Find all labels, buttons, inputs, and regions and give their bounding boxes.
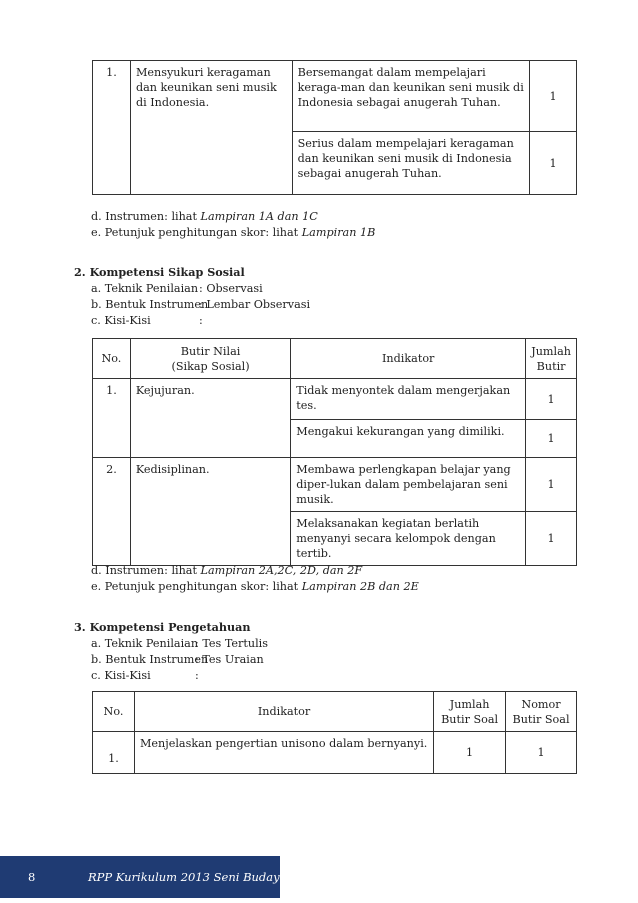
table-cell-jumlah: 1 xyxy=(526,420,577,458)
note-text: d. Instrumen: lihat xyxy=(91,210,201,223)
teknik-penilaian xyxy=(91,636,268,651)
field-label: b. Bentuk Instrumen xyxy=(91,298,209,311)
teknik-penilaian xyxy=(91,281,263,296)
table-cell-no: 1. xyxy=(93,732,135,774)
header-jumlah xyxy=(434,692,506,732)
field-label: a. Teknik Penilaian xyxy=(91,637,199,650)
field-value: : Lembar Observasi xyxy=(199,298,311,311)
field-label: a. Teknik Penilaian xyxy=(91,282,199,295)
field-label: c. Kisi-Kisi xyxy=(91,314,151,327)
header-line: Butir Nilai xyxy=(180,344,241,358)
section-title: 3. Kompetensi Pengetahuan xyxy=(74,620,251,634)
note-ref: Lampiran 1B xyxy=(301,226,376,239)
table-cell-indikator: Membawa perlengkapan belajar yang diper-lukan dalam pembelajaran seni musik. xyxy=(291,458,526,512)
header-line: (Sikap Sosial) xyxy=(171,359,250,373)
note-instrumen xyxy=(91,563,362,578)
header-line: Nomor xyxy=(521,697,561,711)
note-ref: Lampiran 1A dan 1C xyxy=(200,210,318,223)
table-cell-indikator: Menjelaskan pengertian unisono dalam bernyanyi. xyxy=(134,732,433,774)
kisi-kisi xyxy=(91,668,199,683)
sikap-spiritual-table xyxy=(92,60,577,195)
pengetahuan-table xyxy=(92,691,577,774)
table-cell-nomor: 1 xyxy=(506,732,577,774)
page-number: 8 xyxy=(28,870,36,884)
table-cell-jumlah: 1 xyxy=(530,132,577,195)
table-cell-jumlah: 1 xyxy=(526,379,577,420)
table-cell-jumlah: 1 xyxy=(434,732,506,774)
note-text: d. Instrumen: lihat xyxy=(91,564,201,577)
note-skor xyxy=(91,225,375,240)
header-indikator: Indikator xyxy=(134,692,433,732)
field-label: c. Kisi-Kisi xyxy=(91,669,151,682)
table-cell-indikator: Bersemangat dalam mempelajari keraga-man dan keunikan seni musik di Indonesia sebagai anugerah Tuhan. xyxy=(292,61,529,132)
bentuk-instrumen xyxy=(91,297,310,312)
header-butir xyxy=(130,339,290,379)
table-cell-butir: Kejujuran. xyxy=(130,379,290,458)
footer-title: RPP Kurikulum 2013 Seni Budaya xyxy=(88,870,287,884)
table-cell-indikator: Mengakui kekurangan yang dimiliki. xyxy=(291,420,526,458)
header-nomor xyxy=(506,692,577,732)
table-cell-jumlah: 1 xyxy=(526,458,577,512)
table-cell-jumlah: 1 xyxy=(526,512,577,566)
section-title: 2. Kompetensi Sikap Sosial xyxy=(74,265,245,279)
table-cell-indikator: Serius dalam mempelajari keragaman dan keunikan seni musik di Indonesia sebagai anugerah Tuhan. xyxy=(292,132,529,195)
table-cell-butir: Kedisiplinan. xyxy=(130,458,290,566)
field-value: : Tes Tertulis xyxy=(195,637,268,650)
field-label: b. Bentuk Instrumen xyxy=(91,653,209,666)
header-jumlah xyxy=(526,339,577,379)
field-value: : xyxy=(199,314,203,327)
table-cell-no: 1. xyxy=(93,379,131,458)
header-line: Jumlah xyxy=(531,344,571,358)
note-text: e. Petunjuk penghitungan skor: lihat xyxy=(91,226,302,239)
header-line: Butir xyxy=(536,359,566,373)
sikap-sosial-table xyxy=(92,338,577,566)
field-value: : xyxy=(195,669,199,682)
table-cell-butir: Mensyukuri keragaman dan keunikan seni musik di Indonesia. xyxy=(130,61,292,195)
table-cell-no: 1. xyxy=(93,61,131,195)
note-skor xyxy=(91,579,419,594)
header-no: No. xyxy=(93,692,135,732)
table-cell-no: 2. xyxy=(93,458,131,566)
kisi-kisi xyxy=(91,313,203,328)
field-value: : Tes Uraian xyxy=(195,653,264,666)
note-instrumen xyxy=(91,209,318,224)
note-ref: Lampiran 2A,2C, 2D, dan 2F xyxy=(200,564,363,577)
note-ref: Lampiran 2B dan 2E xyxy=(301,580,419,593)
table-cell-indikator: Melaksanakan kegiatan berlatih menyanyi secara kelompok dengan tertib. xyxy=(291,512,526,566)
header-line: Butir Soal xyxy=(441,712,499,726)
header-indikator: Indikator xyxy=(291,339,526,379)
table-cell-jumlah: 1 xyxy=(530,61,577,132)
field-value: : Observasi xyxy=(199,282,263,295)
header-no: No. xyxy=(93,339,131,379)
bentuk-instrumen xyxy=(91,652,264,667)
header-line: Butir Soal xyxy=(512,712,570,726)
table-cell-indikator: Tidak menyontek dalam mengerjakan tes. xyxy=(291,379,526,420)
header-line: Jumlah xyxy=(449,697,490,711)
note-text: e. Petunjuk penghitungan skor: lihat xyxy=(91,580,302,593)
